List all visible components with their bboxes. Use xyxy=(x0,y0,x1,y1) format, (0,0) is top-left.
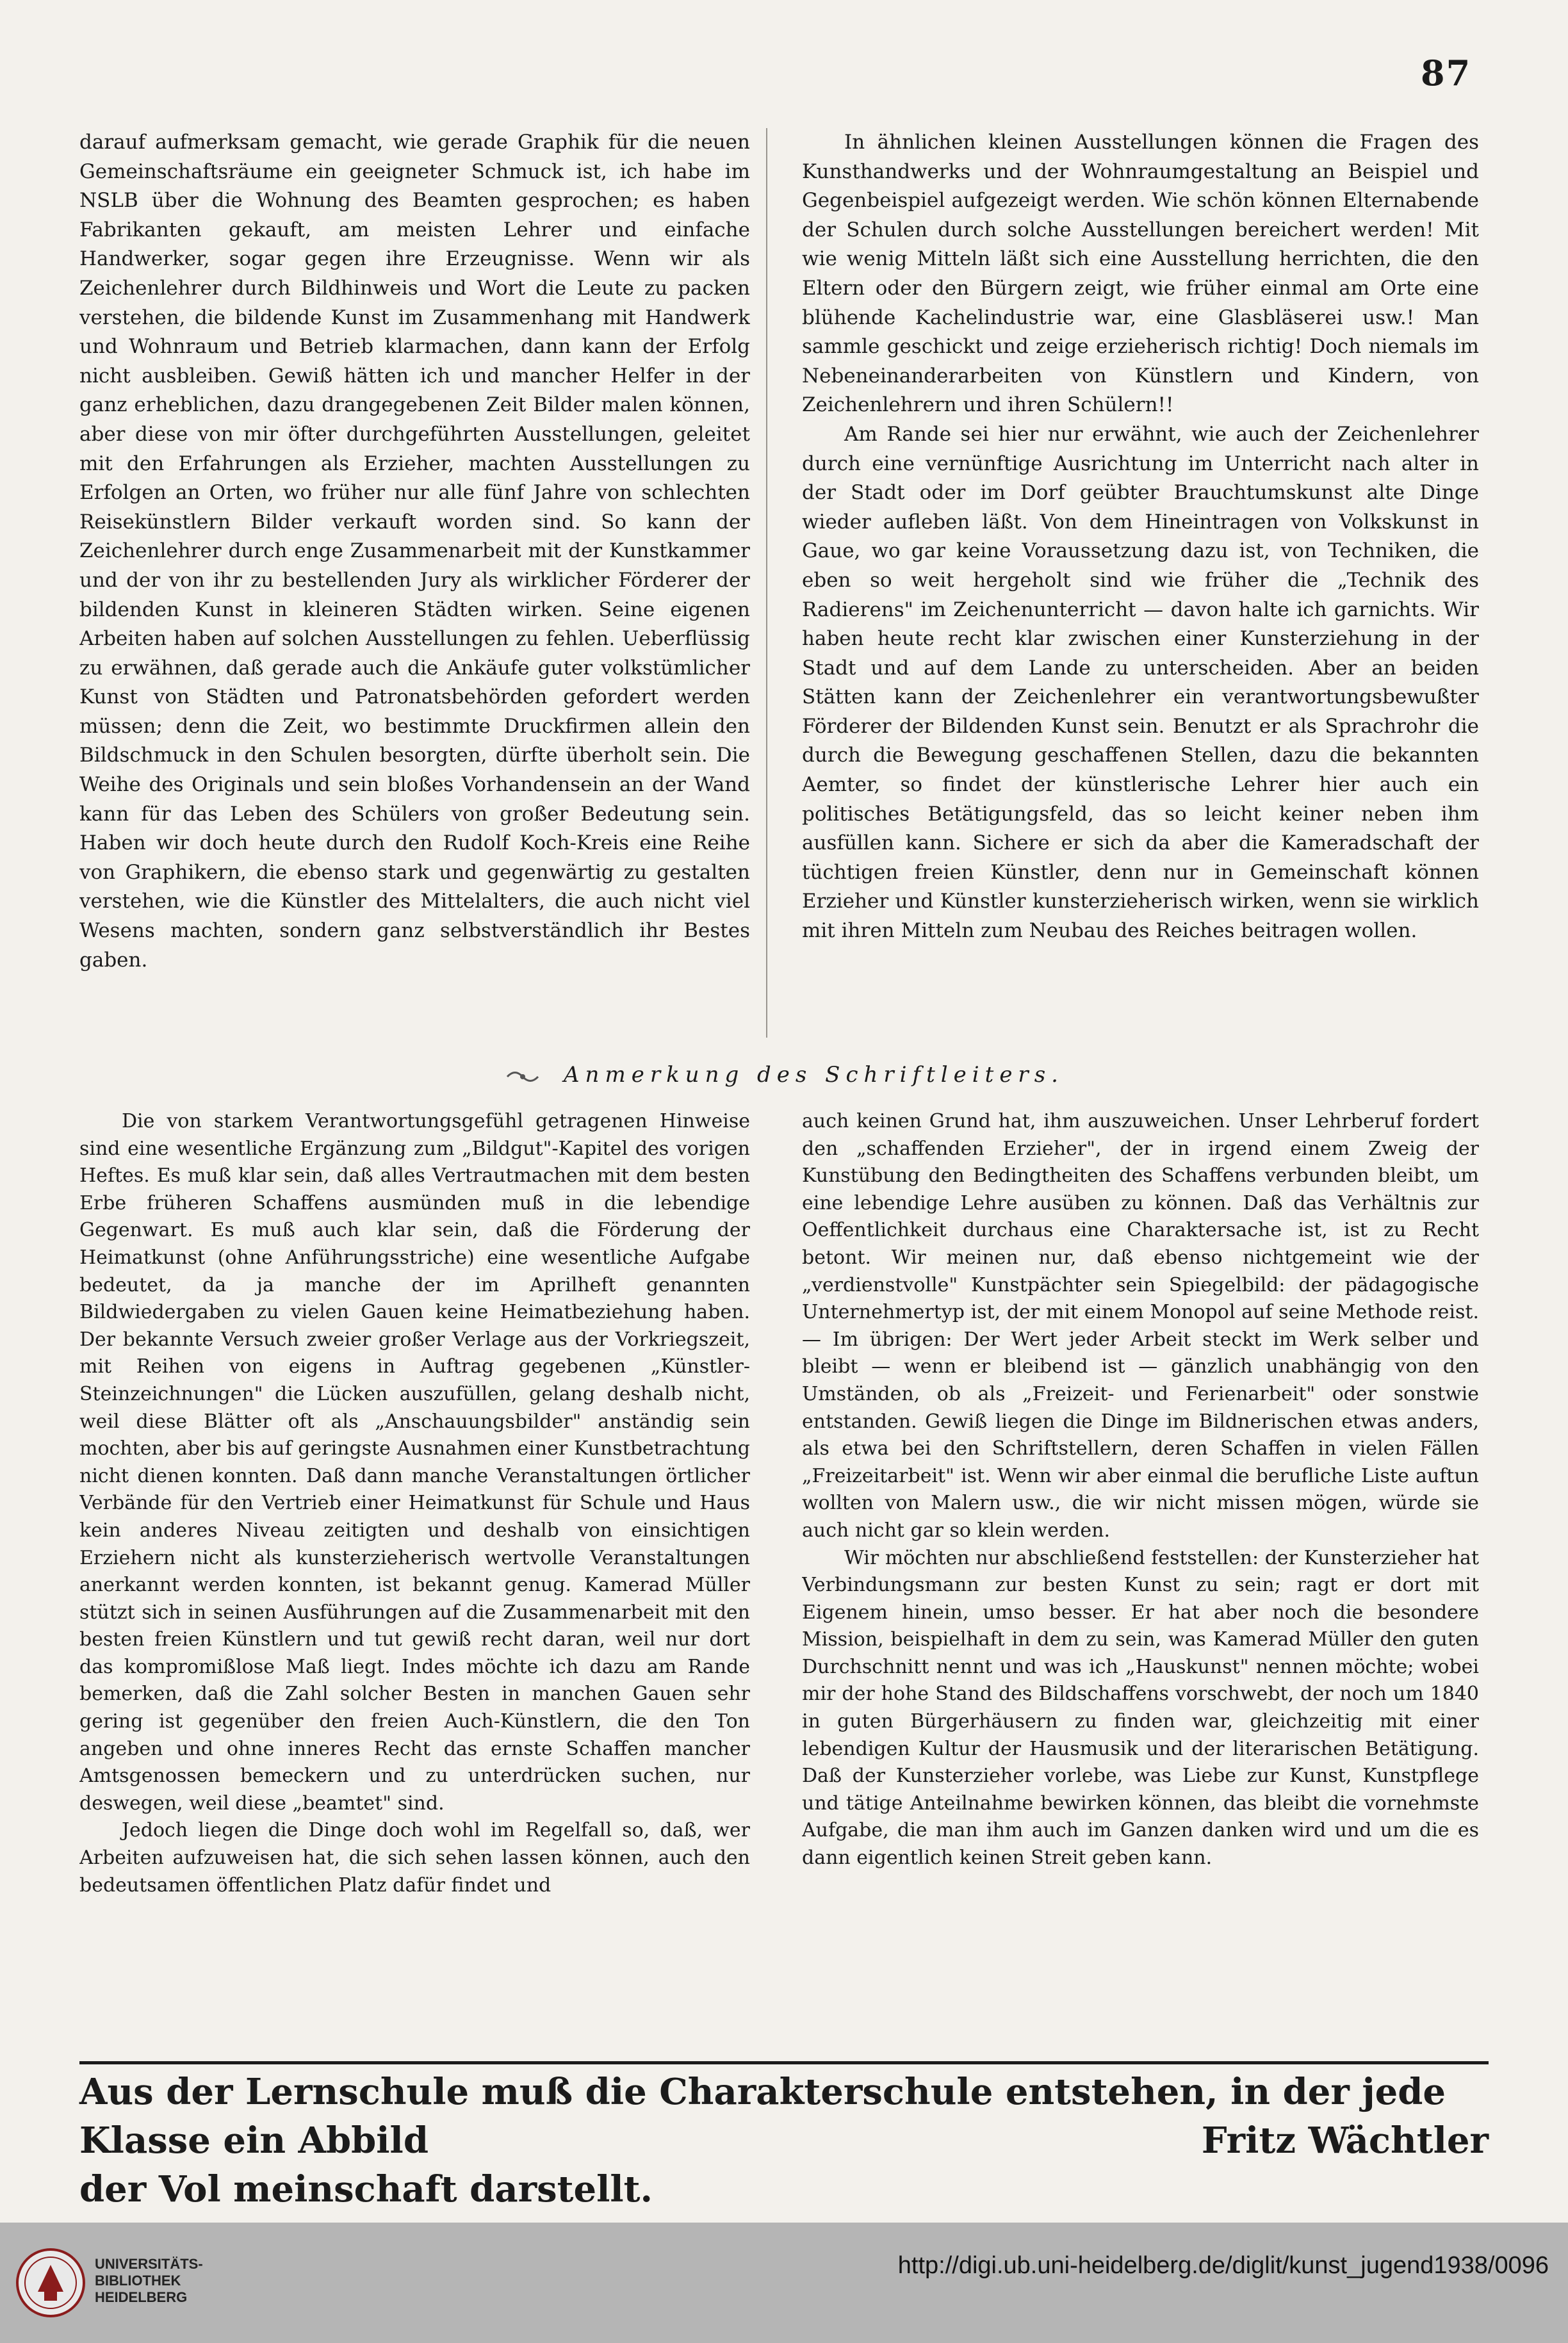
footer-bar xyxy=(0,2223,1568,2343)
institution-line: HEIDELBERG xyxy=(95,2289,188,2305)
article-top-left-column xyxy=(79,128,750,1044)
quote-author: Fritz Wächtler xyxy=(1201,2119,1489,2162)
paragraph: Wir möchten nur abschließend feststellen: der Kunsterzieher hat Verbindungsmann zur besten Kunst zu sein; ragt er dort mit Eigenem hinein, umso besser. Er hat aber noch die besondere Mission, beispielhaft in dem zu sein, was Kamerad Müller den guten Durchschnitt nennt und was ich „Hauskunst" nennen möchte; wobei mir der hohe Stand des Bildschaffens vorschwebt, der noch um 1840 in guten Bürgerhäusern zu finden war, gleichzeitig mit einer lebendigen Kultur der Hausmusik und der literarischen Betätigung. Daß der Kunsterzieher vorlebe, was Liebe zur Kunst, Kunstpflege und tätige Anteilnahme bewirken können, das bleibt die vornehmste Aufgabe, die man ihm auch im Ganzen danken wird und um die es dann eigentlich keinen Streit geben kann. xyxy=(802,1546,1479,1870)
paragraph: Die von starkem Verantwortungsgefühl getragenen Hinweise sind eine wesentliche Ergänzung zum „Bildgut"-Kapitel des vorigen Heftes. Es muß klar sein, daß alles Vertrautmachen mit dem besten Erbe früheren Schaffens ausmünden muß in die lebendige Gegenwart. Es muß auch klar sein, daß die Förderung der Heimatkunst (ohne Anführungsstriche) eine wesentliche Aufgabe bedeutet, da ja manche der im Aprilheft genannten Bildwiedergaben zu vielen Gauen keine Heimatbeziehung haben. Der bekannte Versuch zweier großer Verlage aus der Vorkriegszeit, mit Reihen von eigens in Auftrag gegebenen „Künstler-Steinzeichnungen" die Lücken auszufüllen, gelang deshalb nicht, weil diese Blätter oft als „Anschauungsbilder" anständig sein mochten, aber bis auf geringste Ausnahmen einer Kunstbetrachtung nicht dienen konnten. Daß dann manche Veranstaltungen örtlicher Verbände für den Vertrieb einer Heimatkunst für Schule und Haus kein anderes Niveau zeitigten und deshalb von einsichtigen Erziehern nicht als kunsterzieherisch wertvolle Veranstaltungen anerkannt werden konnten, ist bekannt genug. Kamerad Müller stützt sich in seinen Ausführungen auf die Zusammenarbeit mit den besten freien Künstlern und tut gewiß recht daran, weil nur dort das kompromißlose Maß liegt. Indes möchte ich dazu am Rande bemerken, daß die Zahl solcher Besten in manchen Gauen sehr gering ist gegenüber den freien Auch-Künstlern, die den Ton angeben und ohne inneres Recht das ernste Schaffen mancher Amtsgenossen bemeckern und zu unterdrücken suchen, nur deswegen, weil diese „beamtet" sind. xyxy=(79,1110,750,1815)
article-top-right-column xyxy=(802,128,1479,1044)
quote-line-2: der Vol meinschaft darstellt. xyxy=(79,2168,653,2210)
university-seal-icon xyxy=(15,2247,86,2319)
paragraph: darauf aufmerksam gemacht, wie gerade Graphik für die neuen Gemeinschaftsräume ein geeigneter Schmuck ist, ich habe im NSLB über die Wohnung des Beamten gesprochen; es haben Fabrikanten gekauft, am meisten Lehrer und einfache Handwerker, sogar gegen ihre Erzeugnisse. Wenn wir als Zeichenlehrer durch Bildhinweis und Wort die Leute zu packen verstehen, die bildende Kunst im Zusammenhang mit Handwerk und Wohnraum und Betrieb klarmachen, dann kann der Erfolg nicht ausbleiben. Gewiß hätten ich und mancher Helfer in der ganz erheblichen, dazu drangegebenen Zeit Bilder malen können, aber diese von mir öfter durchgeführten Ausstellungen, geleitet mit den Erfahrungen als Erzieher, machten Ausstellungen zu Erfolgen an Orten, wo früher nur alle fünf Jahre von schlechten Reisekünstlern Bilder verkauft worden sind. So kann der Zeichenlehrer durch enge Zusammenarbeit mit der Kunstkammer und der von ihr zu bestellenden Jury als wirklicher Förderer der bildenden Kunst in kleineren Städten wirken. Seine eigenen Arbeiten haben auf solchen Ausstellungen zu fehlen. Ueberflüssig zu erwähnen, daß gerade auch die Ankäufe guter volkstümlicher Kunst von Städten und Patronatsbehörden gefordert werden müssen; denn die Zeit, wo bestimmte Druckfirmen allein den Bildschmuck in den Schulen besorgten, dürfte überholt sein. Die Weihe des Originals und sein bloßes Vorhandensein an der Wand kann für das Leben des Schülers von großer Bedeutung sein. Haben wir doch heute durch den Rudolf Koch-Kreis eine Reihe von Graphikern, die ebenso stark und gegenwärtig zu gestalten verstehen, wie die Künstler des Mittelalters, die auch nicht viel Wesens machten, sondern ganz selbstverständlich ihr Bestes gaben. xyxy=(79,131,750,972)
paragraph: auch keinen Grund hat, ihm auszuweichen. Unser Lehrberuf fordert den „schaffenden Erzieher", der in irgend einem Zweig der Kunstübung den Bedingtheiten des Schaffens verbunden bleibt, um eine lebendige Lehre ausüben zu können. Daß das Verhältnis zur Oeffentlichkeit durchaus eine Charaktersache ist, ist zu Recht betont. Wir meinen nur, daß ebenso nichtgemeint wie der „verdienstvolle" Kunstpächter sein Spiegelbild: der pädagogische Unternehmertyp ist, der mit einem Monopol auf seine Methode reist. — Im übrigen: Der Wert jeder Arbeit steckt im Werk selber und bleibt — wenn er bleibend ist — gänzlich unabhängig von den Umständen, ob als „Freizeit- und Ferienarbeit" oder sonstwie entstanden. Gewiß liegen die Dinge im Bildnerischen etwas anders, als etwa bei den Schriftstellern, deren Schaffen in vielen Fällen „Freizeitarbeit" ist. Wenn wir aber einmal die berufliche Liste auftun wollten von Malern usw., die wir nicht missen mögen, würde sie auch nicht gar so klein werden. xyxy=(802,1110,1479,1542)
institution-line: BIBLIOTHEK xyxy=(95,2273,181,2289)
paragraph: Jedoch liegen die Dinge doch wohl im Regelfall so, daß, wer Arbeiten aufzuweisen hat, die sich sehen lassen können, auch den bedeutsamen öffentlichen Platz dafür findet und xyxy=(79,1819,750,1897)
editor-note-heading: Anmerkung des Schriftleiters. xyxy=(564,1062,1064,1088)
paragraph: Am Rande sei hier nur erwähnt, wie auch der Zeichenlehrer durch eine vernünftige Ausrichtung im Unterricht nach alter in der Stadt oder im Dorf geübter Brauchtumskunst alte Dinge wieder aufleben läßt. Von dem Hineintragen von Volkskunst in Gaue, wo gar keine Voraussetzung dazu ist, von Techniken, die eben so weit hergeholt sind wie früher die „Technik des Radierens" im Zeichenunterricht — davon halte ich garnichts. Wir haben heute recht klar zwischen einer Kunsterziehung in der Stadt und auf dem Lande zu unterscheiden. Aber an beiden Stätten kann der Zeichenlehrer ein verantwortungsbewußter Förderer der Bildenden Kunst sein. Benutzt er als Sprachrohr die durch die Bewegung geschaffenen Stellen, dazu die bekannten Aemter, so findet der künstlerische Lehrer hier auch ein politisches Betätigungsfeld, das so leicht keiner neben ihm ausfüllen kann. Sichere er sich da aber die Kameradschaft der tüchtigen freien Künstler, denn nur in Gemeinschaft können Erzieher und Künstler kunsterzieherisch wirken, wenn sie wirklich mit ihren Mitteln zum Neubau des Reiches beitragen wollen. xyxy=(802,422,1479,943)
ornament-icon xyxy=(506,1067,539,1086)
column-separator xyxy=(766,128,767,1038)
paragraph: In ähnlichen kleinen Ausstellungen können die Fragen des Kunsthandwerks und der Wohnraumgestaltung an Beispiel und Gegenbeispiel aufgezeigt werden. Wie schön können Elternabende der Schulen durch solche Ausstellungen bereichert werden! Mit wie wenig Mitteln läßt sich eine Ausstellung herrichten, die den Eltern oder den Bürgern zeigt, wie früher einmal am Orte eine blühende Kachelindustrie war, eine Glasbläserei usw.! Man sammle geschickt und zeige erzieherisch richtig! Doch niemals im Nebeneinanderarbeiten von Künstlern und Kindern, von Zeichenlehrern und ihren Schülern!! xyxy=(802,131,1479,417)
quote-rule xyxy=(79,2061,1489,2064)
editor-note-left-column xyxy=(79,1108,750,2024)
editor-note-right-column xyxy=(802,1108,1479,2024)
quote-line-1: Aus der Lernschule muß die Charakterschule entstehen, in der jede Klasse ein Abbild xyxy=(79,2071,1446,2162)
institution-name xyxy=(95,2256,203,2306)
institution-line: UNIVERSITÄTS- xyxy=(95,2256,203,2272)
quote-block xyxy=(79,2068,1489,2210)
source-url-link[interactable]: http://digi.ub.uni-heidelberg.de/diglit/kunst_jugend1938/0096 xyxy=(897,2252,1549,2279)
page-number: 87 xyxy=(1421,53,1472,94)
